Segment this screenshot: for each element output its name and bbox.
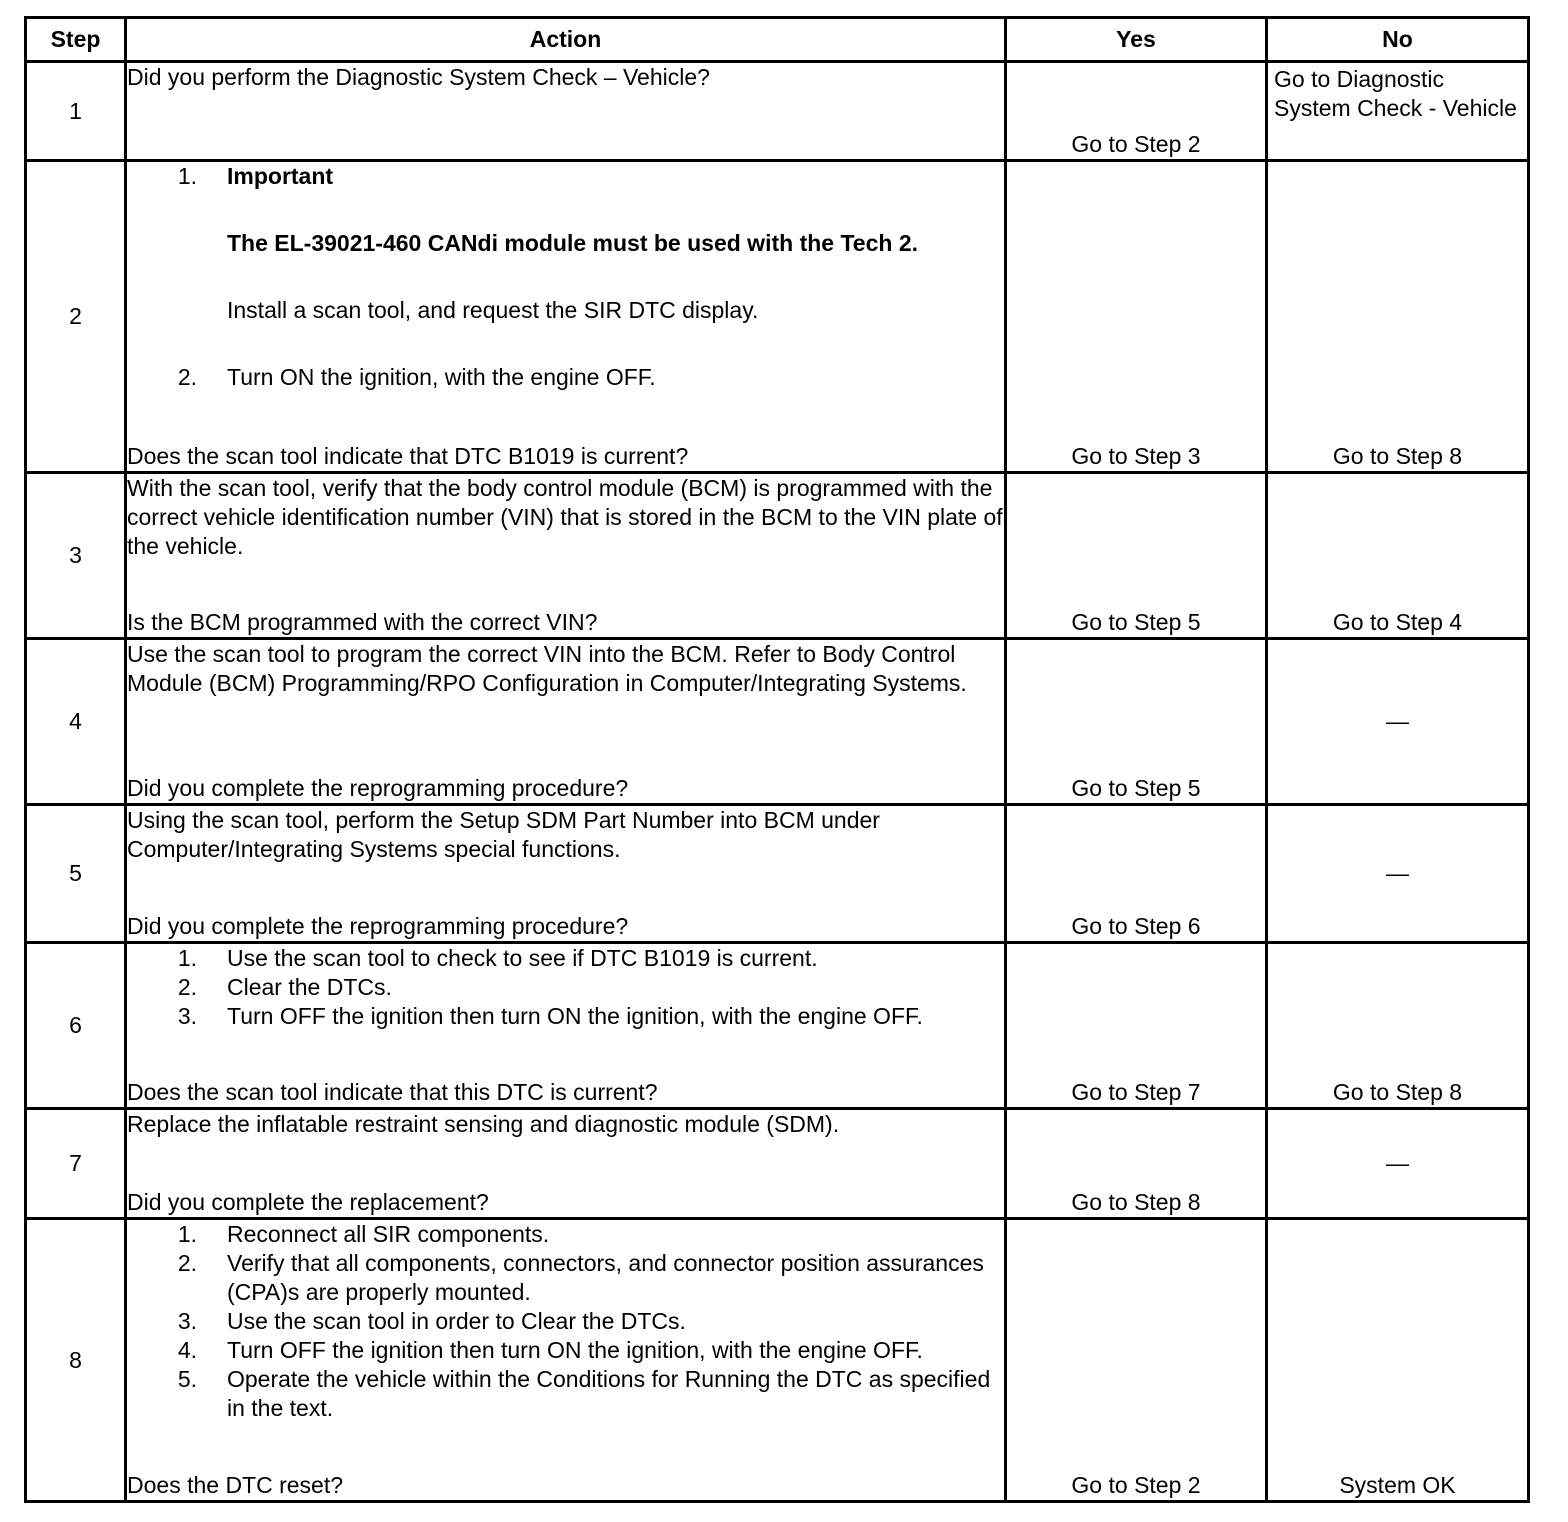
step-number: 8 — [26, 1219, 126, 1502]
action-cell — [126, 1109, 1006, 1219]
action-text: With the scan tool, verify that the body control module (BCM) is programmed with the correct vehicle identification number (VIN) that is stored in the BCM to the VIN plate of the vehicle. — [127, 475, 1003, 559]
list-text: Use the scan tool in order to Clear the DTCs. — [227, 1308, 686, 1334]
table-row — [26, 1219, 1529, 1502]
list-text: Use the scan tool to check to see if DTC B1019 is current. — [227, 945, 818, 971]
install-instruction: Install a scan tool, and request the SIR DTC display. — [227, 297, 759, 323]
yes-result: Go to Step 8 — [1006, 1109, 1267, 1219]
list-item — [127, 1307, 1004, 1336]
action-question: Does the scan tool indicate that DTC B1019 is current? — [127, 443, 689, 469]
table-row — [26, 805, 1529, 943]
action-cell — [126, 805, 1006, 943]
list-text: Turn ON the ignition, with the engine OFF. — [227, 364, 656, 390]
list-number: 1. — [177, 1221, 197, 1247]
table-row — [26, 161, 1529, 473]
list-number: 2. — [177, 1250, 197, 1276]
list-number: 2. — [177, 974, 197, 1000]
table-row — [26, 943, 1529, 1109]
no-result: — — [1267, 805, 1529, 943]
table-row — [26, 473, 1529, 639]
no-result: Go to Step 8 — [1267, 943, 1529, 1109]
action-text: Using the scan tool, perform the Setup SDM Part Number into BCM under Computer/Integrating Systems special functions. — [127, 807, 880, 862]
action-text: Replace the inflatable restraint sensing and diagnostic module (SDM). — [127, 1111, 840, 1137]
no-result: — — [1267, 639, 1529, 805]
action-cell — [126, 639, 1006, 805]
step-number: 7 — [26, 1109, 126, 1219]
list-item — [127, 363, 1004, 392]
step-number: 6 — [26, 943, 126, 1109]
action-question: Did you complete the reprogramming procedure? — [127, 913, 629, 939]
important-note: The EL-39021-460 CANdi module must be used with the Tech 2. — [227, 230, 918, 256]
action-cell — [126, 1219, 1006, 1502]
list-text: Clear the DTCs. — [227, 974, 392, 1000]
yes-result: Go to Step 6 — [1006, 805, 1267, 943]
yes-result: Go to Step 3 — [1006, 161, 1267, 473]
list-item — [127, 1220, 1004, 1249]
step-number: 4 — [26, 639, 126, 805]
step-number: 1 — [26, 62, 126, 161]
no-result: Go to Step 4 — [1267, 473, 1529, 639]
list-number: 3. — [177, 1308, 197, 1334]
list-number: 4. — [177, 1337, 197, 1363]
action-question: Does the DTC reset? — [127, 1472, 344, 1498]
action-cell — [126, 943, 1006, 1109]
yes-result: Go to Step 7 — [1006, 943, 1267, 1109]
no-result: System OK — [1267, 1219, 1529, 1502]
header-step: Step — [26, 18, 126, 62]
list-text: Reconnect all SIR components. — [227, 1221, 550, 1247]
yes-result: Go to Step 2 — [1006, 1219, 1267, 1502]
action-question: Is the BCM programmed with the correct VIN? — [127, 609, 598, 635]
list-text: Turn OFF the ignition then turn ON the ignition, with the engine OFF. — [227, 1003, 923, 1029]
step-number: 3 — [26, 473, 126, 639]
action-cell — [126, 473, 1006, 639]
important-label: Important — [227, 163, 334, 189]
table-row — [26, 1109, 1529, 1219]
action-text: Did you perform the Diagnostic System Check – Vehicle? — [126, 62, 1006, 161]
list-item — [127, 973, 1004, 1002]
action-question: Did you complete the replacement? — [127, 1189, 489, 1215]
list-item — [127, 1365, 1004, 1423]
diagnostic-table — [24, 16, 1530, 1503]
yes-result: Go to Step 2 — [1006, 62, 1267, 161]
list-item — [127, 1336, 1004, 1365]
list-number: 3. — [177, 1003, 197, 1029]
list-number: 1. — [177, 945, 197, 971]
no-result: Go to Diagnostic System Check - Vehicle — [1267, 62, 1529, 161]
table-row — [26, 62, 1529, 161]
step-number: 2 — [26, 161, 126, 473]
list-number: 2. — [177, 364, 197, 390]
action-cell — [126, 161, 1006, 473]
list-number: 1. — [177, 163, 197, 189]
list-text: Verify that all components, connectors, and connector position assurances (CPA)s are properly mounted. — [227, 1250, 984, 1305]
no-result: Go to Step 8 — [1267, 161, 1529, 473]
list-text: Operate the vehicle within the Conditions for Running the DTC as specified in the text. — [227, 1366, 991, 1421]
step-number: 5 — [26, 805, 126, 943]
list-item — [127, 162, 1004, 191]
header-row — [26, 18, 1529, 62]
list-text: Turn OFF the ignition then turn ON the ignition, with the engine OFF. — [227, 1337, 923, 1363]
header-yes: Yes — [1006, 18, 1267, 62]
action-question: Did you complete the reprogramming procedure? — [127, 775, 629, 801]
action-question: Does the scan tool indicate that this DTC is current? — [127, 1079, 658, 1105]
header-no: No — [1267, 18, 1529, 62]
yes-result: Go to Step 5 — [1006, 639, 1267, 805]
header-action: Action — [126, 18, 1006, 62]
action-text: Use the scan tool to program the correct VIN into the BCM. Refer to Body Control Module (BCM) Programming/RPO Configuration in Computer/Integrating Systems. — [127, 641, 967, 696]
list-item — [127, 1249, 1004, 1307]
no-result: — — [1267, 1109, 1529, 1219]
table-row — [26, 639, 1529, 805]
yes-result: Go to Step 5 — [1006, 473, 1267, 639]
list-item — [127, 944, 1004, 973]
list-item — [127, 1002, 1004, 1031]
list-number: 5. — [177, 1366, 197, 1392]
